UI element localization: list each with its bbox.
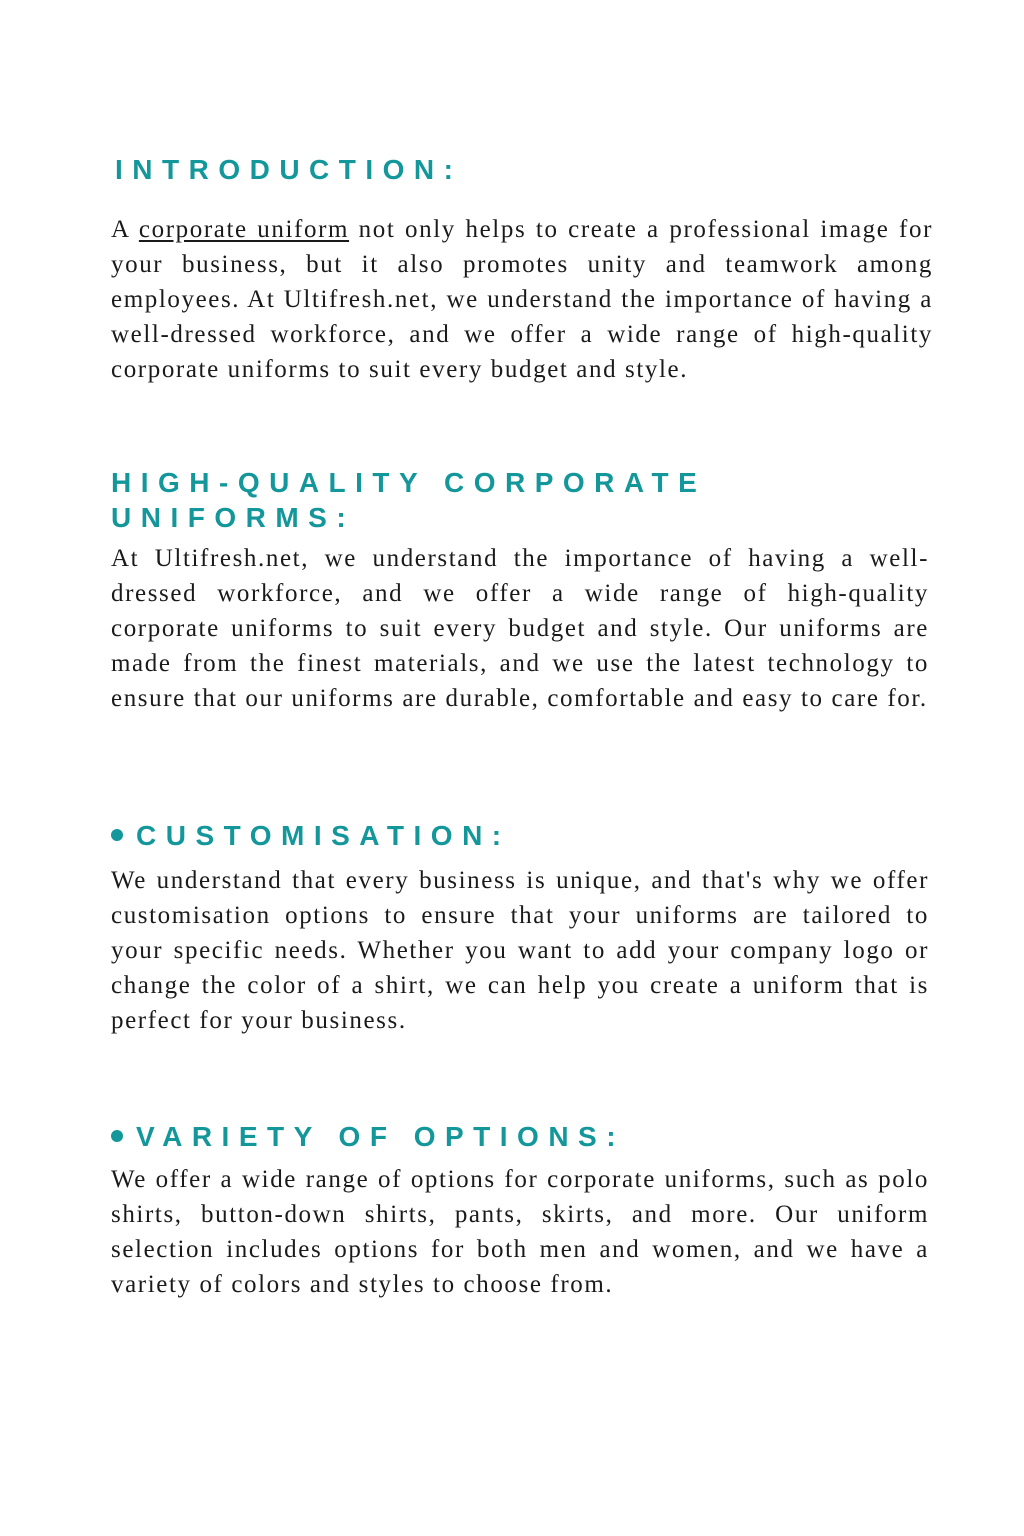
- introduction-heading: INTRODUCTION:: [115, 154, 463, 185]
- customisation-heading: [111, 818, 511, 853]
- high-quality-paragraph: At Ultifresh.net, we understand the importance of having a well-dressed workforce, and we offer a wide range of high-quality corporate uniforms to suit every budget and style. Our uniforms are made from the finest materials, and we use the latest technology to ensure that our uniforms are durable, comfortable and easy to care for.: [111, 545, 929, 712]
- high-quality-heading-line2: UNIFORMS:: [111, 502, 356, 533]
- variety-heading-text: VARIETY OF OPTIONS:: [136, 1121, 626, 1152]
- variety-heading: [111, 1119, 625, 1154]
- introduction-text-prefix: A: [111, 216, 139, 243]
- introduction-paragraph: [111, 213, 933, 388]
- bullet-icon: [111, 1130, 123, 1142]
- introduction-text-suffix: not only helps to create a professional image for your business, but it also promotes unity and teamwork among employees. At Ultifresh.net, we understand the importance of having a well-dressed workforce, and we offer a wide range of high-quality corporate uniforms to suit every budget and style.: [111, 216, 934, 383]
- high-quality-heading: [111, 465, 706, 535]
- customisation-heading-text: CUSTOMISATION:: [136, 820, 511, 851]
- customisation-paragraph: We understand that every business is unique, and that's why we offer customisation options to ensure that your uniforms are tailored to your specific needs. Whether you want to add your company logo or change the color of a shirt, we can help you create a uniform that is perfect for your business.: [111, 867, 929, 1034]
- high-quality-heading-line1: HIGH-QUALITY CORPORATE: [111, 467, 707, 498]
- variety-paragraph: We offer a wide range of options for corporate uniforms, such as polo shirts, button-down shirts, pants, skirts, and more. Our uniform selection includes options for both men and women, and we have a variety of colors and styles to choose from.: [111, 1166, 929, 1298]
- bullet-icon: [111, 829, 123, 841]
- corporate-uniform-link[interactable]: corporate uniform: [138, 216, 350, 243]
